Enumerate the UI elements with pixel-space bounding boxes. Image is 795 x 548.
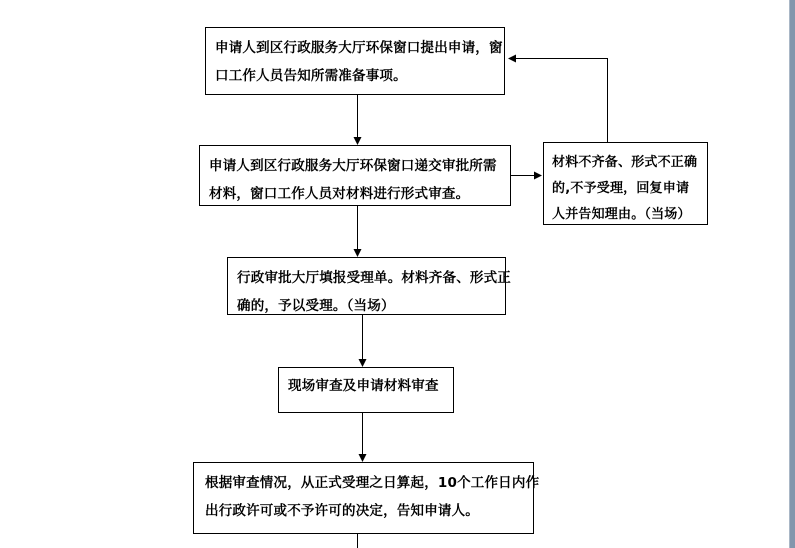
flow-node-text-line: 行政审批大厅填报受理单。材料齐备、形式正 [237, 270, 511, 286]
flow-node-text-line: 口工作人员告知所需准备事项。 [215, 68, 407, 84]
flow-node-submit-materials [199, 145, 511, 206]
arrow-step2-to-reject [511, 172, 542, 180]
flow-node-text-line: 确的，予以受理。（当场） [237, 298, 395, 314]
document-page-edge [789, 0, 795, 548]
arrow-reject-to-step1 [508, 55, 608, 143]
flow-node-text-line: 申请人到区行政服务大厅环保窗口提出申请，窗 [215, 40, 503, 56]
flow-node-submit-application [205, 27, 505, 95]
flow-node-text-line: 申请人到区行政服务大厅环保窗口递交审批所需 [209, 158, 497, 174]
flow-node-reject-notice [543, 142, 708, 225]
flow-node-text-line: 的,不予受理，回复申请 [552, 181, 690, 196]
flow-node-text-line: 现场审查及申请材料审查 [288, 378, 439, 394]
arrow-step2-to-step3 [354, 206, 362, 257]
flow-node-fill-acceptance-form [227, 257, 511, 315]
flow-node-text-line: 人并告知理由。（当场） [552, 207, 691, 222]
arrow-step1-to-step2 [354, 94, 362, 145]
flow-node-text-line: 材料，窗口工作人员对材料进行形式审查。 [209, 186, 470, 202]
flow-node-decision [193, 462, 540, 534]
arrow-step3-to-step4 [359, 315, 367, 367]
flow-node-text-line: 根据审查情况，从正式受理之日算起，10个工作日内作 [205, 475, 540, 491]
flow-node-text-line: 材料不齐备、形式不正确 [552, 155, 698, 170]
arrow-step4-to-step5 [359, 413, 367, 462]
flow-node-text-line: 出行政许可或不予许可的决定，告知申请人。 [205, 503, 479, 519]
flow-node-site-review [278, 367, 454, 413]
